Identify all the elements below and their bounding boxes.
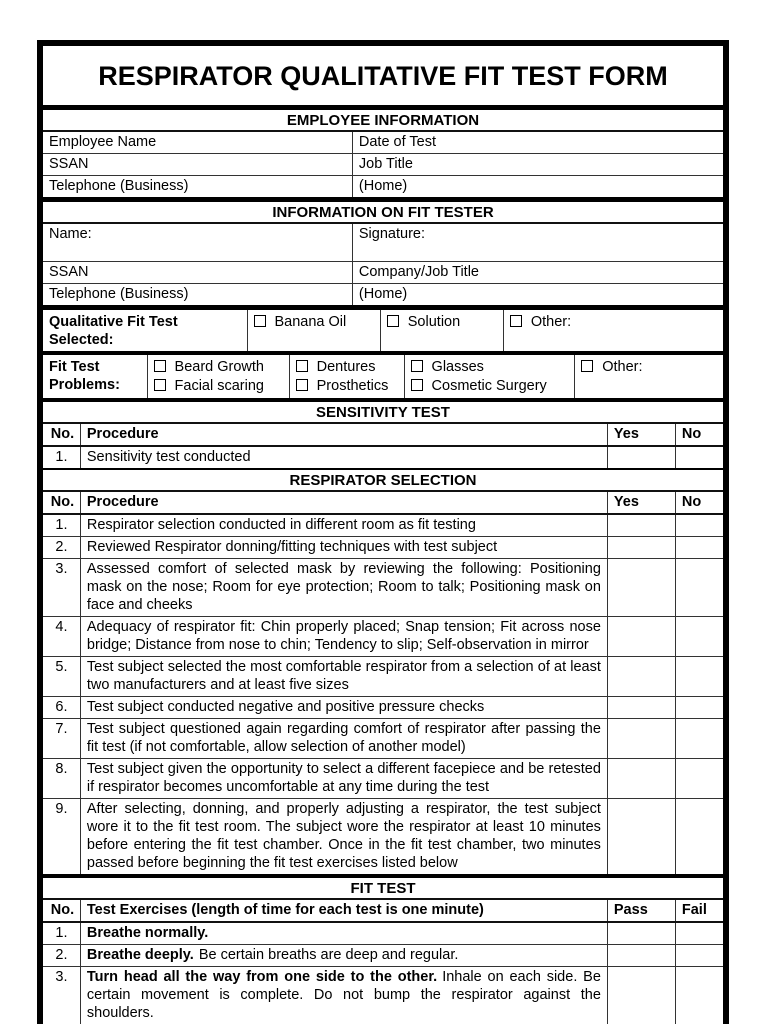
no-cell[interactable] (675, 446, 723, 468)
problems-group-2 (289, 355, 404, 398)
option-label: Dentures (316, 359, 376, 375)
exercise-detail-text: Inhale on each side. Be certain movement is complete. Do not bump the respirator against the shoulders. (86, 969, 601, 1021)
checkbox-icon[interactable] (154, 360, 166, 372)
col-procedure: Procedure (80, 424, 607, 446)
procedure-text: Test subject given the opportunity to select a different facepiece and be retested if respirator becomes uncomfortable at any time during the test (80, 759, 607, 799)
option-label: Glasses (431, 359, 484, 375)
exercise-bold-text: Breathe deeply. (86, 947, 194, 963)
pass-cell[interactable] (607, 967, 675, 1024)
procedure-text: Adequacy of respirator fit: Chin properly placed; Snap tension; Fit across nose bridge; Distance from nose to chin; Tendency to slip; Self-observation in mirror (80, 617, 607, 657)
option-glasses[interactable] (411, 358, 569, 377)
table-header-row (43, 900, 723, 922)
form-title: RESPIRATOR QUALITATIVE FIT TEST FORM (98, 61, 668, 91)
option-facial-scaring[interactable] (154, 377, 283, 396)
row-number: 4. (43, 617, 80, 657)
field-tester-telephone-home[interactable]: (Home) (352, 284, 723, 306)
table-row (43, 617, 723, 657)
checkbox-icon[interactable] (510, 315, 522, 327)
checkbox-icon[interactable] (411, 379, 423, 391)
field-employee-ssan[interactable]: SSAN (43, 154, 352, 176)
row-number: 6. (43, 697, 80, 719)
option-dentures[interactable] (296, 358, 398, 377)
option-problems-other[interactable] (581, 358, 717, 377)
table-row (43, 945, 723, 967)
no-cell[interactable] (675, 559, 723, 617)
fit-tester-section (43, 197, 723, 305)
checkbox-icon[interactable] (387, 315, 399, 327)
col-procedure: Procedure (80, 492, 607, 514)
table-header-row (43, 424, 723, 446)
fail-cell[interactable] (675, 945, 723, 967)
col-no2: No (675, 492, 723, 514)
checkbox-icon[interactable] (296, 360, 308, 372)
field-telephone-business[interactable]: Telephone (Business) (43, 176, 352, 198)
row-number: 2. (43, 945, 80, 967)
checkbox-icon[interactable] (296, 379, 308, 391)
table-row (43, 446, 723, 468)
employee-information-section (43, 105, 723, 197)
option-label: Cosmetic Surgery (431, 378, 547, 394)
table-row (43, 154, 723, 176)
option-label: Prosthetics (316, 378, 389, 394)
table-row (43, 514, 723, 537)
yes-cell[interactable] (607, 537, 675, 559)
fail-cell[interactable] (675, 922, 723, 945)
checkbox-icon[interactable] (411, 360, 423, 372)
col-no: No. (43, 900, 80, 922)
exercise-detail-text: Be certain breaths are deep and regular. (198, 947, 459, 963)
yes-cell[interactable] (607, 514, 675, 537)
col-no: No. (43, 492, 80, 514)
col-pass: Pass (607, 900, 675, 922)
field-tester-ssan[interactable]: SSAN (43, 262, 352, 284)
procedure-text: Respirator selection conducted in different room as fit testing (80, 514, 607, 537)
table-row (43, 967, 723, 1024)
exercise-text (80, 967, 607, 1024)
table-row (43, 262, 723, 284)
checkbox-icon[interactable] (154, 379, 166, 391)
respirator-selection-header: RESPIRATOR SELECTION (43, 470, 723, 492)
no-cell[interactable] (675, 514, 723, 537)
col-yes: Yes (607, 492, 675, 514)
yes-cell[interactable] (607, 559, 675, 617)
option-label: Beard Growth (174, 359, 264, 375)
exercise-bold-text: Breathe normally. (86, 925, 209, 941)
col-no2: No (675, 424, 723, 446)
no-cell[interactable] (675, 719, 723, 759)
row-number: 3. (43, 967, 80, 1024)
table-row (43, 719, 723, 759)
procedure-text: Sensitivity test conducted (80, 446, 607, 468)
problems-group-3 (404, 355, 575, 398)
fit-test-header: FIT TEST (43, 878, 723, 900)
row-number: 1. (43, 446, 80, 468)
option-solution[interactable] (380, 310, 503, 351)
qualitative-fit-test-label: Qualitative Fit Test Selected: (49, 314, 178, 348)
table-row (43, 559, 723, 617)
field-tester-signature[interactable]: Signature: (352, 224, 723, 262)
option-prosthetics[interactable] (296, 377, 398, 396)
no-cell[interactable] (675, 657, 723, 697)
procedure-text: Assessed comfort of selected mask by reviewing the following: Positioning mask on the nose; Room for eye protection; Room to talk; Positioning mask on face and cheeks (80, 559, 607, 617)
yes-cell[interactable] (607, 759, 675, 799)
yes-cell[interactable] (607, 697, 675, 719)
table-row (43, 355, 723, 398)
exercise-text (80, 945, 607, 967)
option-banana-oil[interactable] (247, 310, 380, 351)
no-cell[interactable] (675, 697, 723, 719)
checkbox-icon[interactable] (254, 315, 266, 327)
no-cell[interactable] (675, 537, 723, 559)
option-other[interactable] (503, 310, 723, 351)
table-row (43, 284, 723, 306)
procedure-text: After selecting, donning, and properly adjusting a respirator, the test subject wore it to the fit test room. The subject wore the respirator at least 10 minutes before entering the fit test chamber. Once in the fit test chamber, two minutes passed before beginning the fit test exercises listed below (80, 799, 607, 875)
row-number: 2. (43, 537, 80, 559)
row-number: 9. (43, 799, 80, 875)
field-tester-name[interactable]: Name: (49, 226, 92, 242)
fail-cell[interactable] (675, 967, 723, 1024)
respirator-selection-section (43, 468, 723, 874)
row-number: 8. (43, 759, 80, 799)
procedure-text: Reviewed Respirator donning/fitting techniques with test subject (80, 537, 607, 559)
option-beard-growth[interactable] (154, 358, 283, 377)
table-row (43, 697, 723, 719)
problems-group-1 (147, 355, 289, 398)
yes-cell[interactable] (607, 446, 675, 468)
table-row (43, 537, 723, 559)
option-label: Solution (407, 314, 461, 330)
table-row (43, 759, 723, 799)
procedure-text: Test subject selected the most comfortable respirator from a selection of at least two manufacturers and at least five sizes (80, 657, 607, 697)
option-label: Banana Oil (274, 314, 347, 330)
table-row (43, 922, 723, 945)
no-cell[interactable] (675, 759, 723, 799)
form-title-box (43, 46, 723, 105)
row-number: 1. (43, 514, 80, 537)
table-row (43, 657, 723, 697)
sensitivity-test-header: SENSITIVITY TEST (43, 402, 723, 424)
checkbox-icon[interactable] (581, 360, 593, 372)
yes-cell[interactable] (607, 799, 675, 875)
no-cell[interactable] (675, 799, 723, 875)
table-row (43, 176, 723, 198)
field-tester-telephone-business[interactable]: Telephone (Business) (43, 284, 352, 306)
exercise-bold-text: Turn head all the way from one side to the other. (86, 969, 438, 985)
table-row (43, 310, 723, 351)
col-no: No. (43, 424, 80, 446)
pass-cell[interactable] (607, 945, 675, 967)
field-date-of-test[interactable]: Date of Test (352, 132, 723, 154)
qualitative-fit-test-section (43, 305, 723, 351)
option-label: Facial scaring (174, 378, 264, 394)
field-tester-company-job-title[interactable]: Company/Job Title (352, 262, 723, 284)
table-row (43, 799, 723, 875)
option-label: Other: (602, 359, 643, 375)
row-number: 7. (43, 719, 80, 759)
procedure-text: Test subject conducted negative and positive pressure checks (80, 697, 607, 719)
col-test-exercises: Test Exercises (length of time for each test is one minute) (80, 900, 607, 922)
col-yes: Yes (607, 424, 675, 446)
fit-test-problems-label: Fit Test Problems: (49, 359, 120, 393)
field-employee-name[interactable]: Employee Name (49, 134, 157, 150)
row-number: 5. (43, 657, 80, 697)
no-cell[interactable] (675, 617, 723, 657)
fit-test-problems-section (43, 351, 723, 398)
pass-cell[interactable] (607, 922, 675, 945)
procedure-text: Test subject questioned again regarding comfort of respirator after passing the fit test (if not comfortable, allow selection of another model) (80, 719, 607, 759)
table-header-row (43, 492, 723, 514)
option-cosmetic-surgery[interactable] (411, 377, 569, 396)
table-row (43, 224, 723, 262)
problems-group-other (575, 355, 723, 398)
option-label: Other: (530, 314, 572, 330)
row-number: 1. (43, 922, 80, 945)
sensitivity-test-section (43, 398, 723, 468)
row-number: 3. (43, 559, 80, 617)
yes-cell[interactable] (607, 719, 675, 759)
fit-test-section (43, 874, 723, 1024)
exercise-text (80, 922, 607, 945)
col-fail: Fail (675, 900, 723, 922)
yes-cell[interactable] (607, 617, 675, 657)
field-job-title[interactable]: Job Title (352, 154, 723, 176)
yes-cell[interactable] (607, 657, 675, 697)
employee-information-header: EMPLOYEE INFORMATION (43, 110, 723, 132)
respirator-fit-test-form (37, 40, 729, 1024)
table-row (43, 132, 723, 154)
field-telephone-home[interactable]: (Home) (352, 176, 723, 198)
fit-tester-header: INFORMATION ON FIT TESTER (43, 202, 723, 224)
